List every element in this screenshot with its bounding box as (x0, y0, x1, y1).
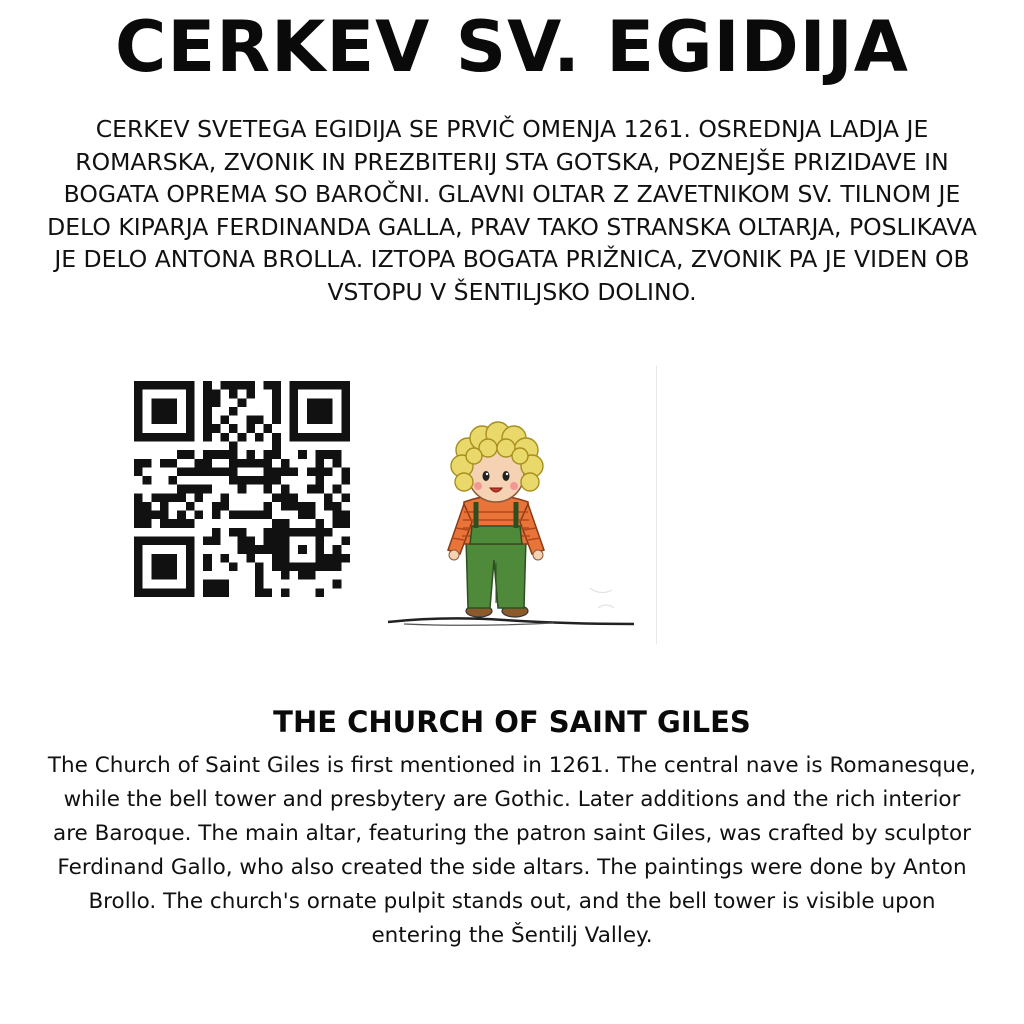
description-line: DELO KIPARJA FERDINANDA GALLA, PRAV TAKO STRANSKA OLTARJA, POSLIKAVA (47, 212, 977, 241)
description-line: entering the Šentilj Valley. (371, 923, 653, 948)
qr-code-icon[interactable] (134, 381, 350, 597)
description-line: VSTOPU V ŠENTILJSKO DOLINO. (327, 277, 697, 306)
english-title: THE CHURCH OF SAINT GILES (273, 705, 751, 739)
page-title: CERKEV SV. EGIDIJA (115, 6, 909, 88)
description-line: CERKEV SVETEGA EGIDIJA SE PRVIČ OMENJA 1261. OSREDNJA LADJA JE (95, 115, 929, 143)
divider (656, 366, 657, 644)
description-line: while the bell tower and presbytery are Gothic. Later additions and the rich interior (63, 787, 961, 812)
slovenian-description (0, 113, 1024, 309)
english-description (0, 749, 1024, 953)
description-line: BOGATA OPREMA SO BAROČNI. GLAVNI OLTAR Z ZAVETNIKOM SV. TILNOM JE (63, 180, 961, 209)
curly-haired-child-icon (384, 398, 640, 642)
description-line: ROMARSKA, ZVONIK IN PREZBITERIJ STA GOTSKA, POZNEJŠE PRIZIDAVE IN (75, 147, 949, 176)
description-line: Brollo. The church's ornate pulpit stands out, and the bell tower is visible upon (88, 889, 936, 914)
description-line: are Baroque. The main altar, featuring the patron saint Giles, was crafted by sculptor (53, 821, 971, 846)
description-line: The Church of Saint Giles is first mentioned in 1261. The central nave is Romanesque, (47, 753, 977, 778)
description-line: Ferdinand Gallo, who also created the side altars. The paintings were done by Anton (57, 855, 967, 880)
description-line: JE DELO ANTONA BROLLA. IZTOPA BOGATA PRIŽNICA, ZVONIK PA JE VIDEN OB (54, 245, 970, 274)
